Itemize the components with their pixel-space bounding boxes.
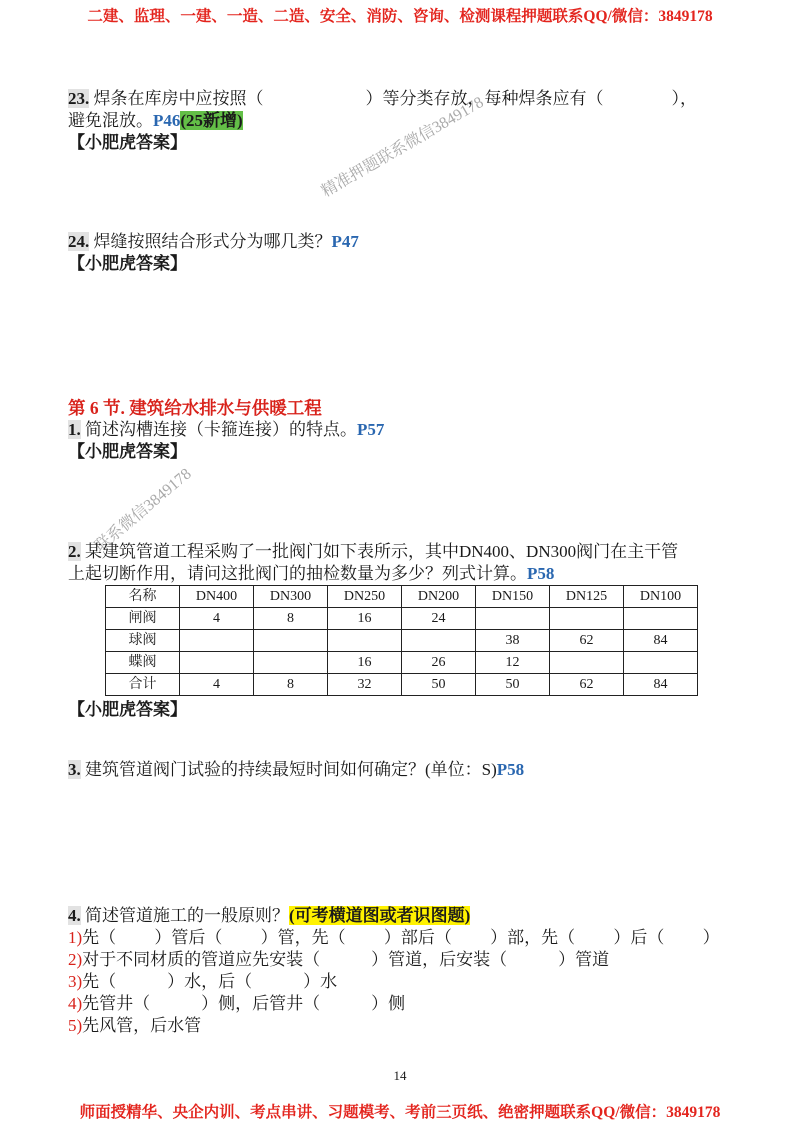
question-text: 简述沟槽连接（卡箍连接）的特点。 bbox=[80, 420, 357, 439]
item-number: 1) bbox=[68, 928, 83, 947]
table-cell: 62 bbox=[550, 630, 624, 652]
page-number: 14 bbox=[393, 1068, 407, 1083]
table-cell bbox=[180, 652, 254, 674]
item-number: 3) bbox=[68, 972, 83, 991]
table-header-cell: DN125 bbox=[550, 586, 624, 608]
question-s6-1 bbox=[68, 419, 384, 441]
question-24 bbox=[68, 231, 359, 253]
page-reference: P58 bbox=[527, 564, 555, 583]
table-cell bbox=[550, 608, 624, 630]
table-cell: 8 bbox=[254, 674, 328, 696]
table-row-label: 闸阀 bbox=[106, 608, 180, 630]
table-cell: 16 bbox=[328, 608, 402, 630]
question-text: 焊条在库房中应按照（ ）等分类存放，每种焊条应有（ ）， bbox=[89, 89, 697, 108]
question-23-line-1 bbox=[68, 88, 697, 110]
table-cell bbox=[328, 630, 402, 652]
question-number: 23. bbox=[68, 89, 90, 108]
table-header-row bbox=[106, 586, 698, 608]
item-text: 先（ ）管后（ ）管，先（ ）部后（ ）部，先（ ）后（ ） bbox=[82, 928, 720, 947]
question-number: 3. bbox=[68, 760, 81, 779]
table-cell: 50 bbox=[476, 674, 550, 696]
table-header-cell: DN100 bbox=[624, 586, 698, 608]
question-s6-4 bbox=[68, 905, 470, 927]
table-header-cell: DN300 bbox=[254, 586, 328, 608]
table-header-cell: 名称 bbox=[106, 586, 180, 608]
table-cell bbox=[180, 630, 254, 652]
table-row bbox=[106, 608, 698, 630]
item-text: 对于不同材质的管道应先安装（ ）管道，后安装（ ）管道 bbox=[82, 950, 610, 969]
item-text: 先管井（ ）侧，后管井（ ）侧 bbox=[82, 994, 406, 1013]
question-23-line-2 bbox=[68, 110, 243, 132]
highlight-note: (可考横道图或者识图题) bbox=[289, 906, 471, 925]
watermark-lower: 联系微信3849178 bbox=[91, 465, 195, 556]
principle-item-3 bbox=[68, 971, 337, 993]
watermark-upper: 精准押题联系微信3849178 bbox=[318, 93, 487, 201]
page-reference: P57 bbox=[357, 420, 385, 439]
header-banner: 二建、监理、一建、一造、二造、安全、消防、咨询、检测课程押题联系QQ/微信：3849178 bbox=[87, 8, 713, 25]
item-text: 先（ ）水，后（ ）水 bbox=[82, 972, 338, 991]
table-row-label: 蝶阀 bbox=[106, 652, 180, 674]
table-cell: 32 bbox=[328, 674, 402, 696]
principle-item-5 bbox=[68, 1015, 201, 1037]
table-cell: 38 bbox=[476, 630, 550, 652]
table-row-label: 球阀 bbox=[106, 630, 180, 652]
question-text: 焊缝按照结合形式分为哪几类？ bbox=[89, 232, 332, 251]
table-row bbox=[106, 674, 698, 696]
item-number: 4) bbox=[68, 994, 83, 1013]
question-s6-2-line-2 bbox=[68, 563, 554, 585]
table-cell: 84 bbox=[624, 630, 698, 652]
principle-item-4 bbox=[68, 993, 405, 1015]
question-text: 某建筑管道工程采购了一批阀门如下表所示，其中DN400、DN300阀门在主干管 bbox=[80, 542, 679, 561]
question-text: 上起切断作用，请问这批阀门的抽检数量为多少？列式计算。 bbox=[68, 564, 527, 583]
table-cell bbox=[624, 608, 698, 630]
table-header-cell: DN400 bbox=[180, 586, 254, 608]
question-text: 建筑管道阀门试验的持续最短时间如何确定？(单位：S) bbox=[80, 760, 497, 779]
table-cell: 50 bbox=[402, 674, 476, 696]
principle-item-1 bbox=[68, 927, 720, 949]
footer-banner: 师面授精华、央企内训、考点串讲、习题模考、考前三页纸、绝密押题联系QQ/微信：3849178 bbox=[79, 1104, 721, 1121]
question-number: 2. bbox=[68, 542, 81, 561]
answer-label: 【小肥虎答案】 bbox=[68, 254, 187, 273]
question-text: 简述管道施工的一般原则？ bbox=[80, 906, 289, 925]
table-cell: 26 bbox=[402, 652, 476, 674]
table-header-cell: DN200 bbox=[402, 586, 476, 608]
table-header-cell: DN150 bbox=[476, 586, 550, 608]
item-number: 5) bbox=[68, 1016, 83, 1035]
table-cell: 24 bbox=[402, 608, 476, 630]
valve-table bbox=[105, 585, 698, 696]
table-row-label: 合计 bbox=[106, 674, 180, 696]
question-s6-2-line-1 bbox=[68, 541, 678, 563]
section-heading: 第 6 节. 建筑给水排水与供暖工程 bbox=[68, 398, 322, 418]
page-reference: P58 bbox=[496, 760, 525, 779]
table-cell bbox=[476, 608, 550, 630]
item-text: 先风管，后水管 bbox=[82, 1016, 202, 1035]
table-cell: 4 bbox=[180, 674, 254, 696]
table-cell: 8 bbox=[254, 608, 328, 630]
table-cell: 62 bbox=[550, 674, 624, 696]
table-cell bbox=[550, 652, 624, 674]
answer-label: 【小肥虎答案】 bbox=[68, 133, 187, 152]
question-number: 1. bbox=[68, 420, 81, 439]
page-reference: P46 bbox=[153, 111, 181, 130]
item-number: 2) bbox=[68, 950, 83, 969]
new-tag: (25新增) bbox=[180, 111, 243, 130]
principle-item-2 bbox=[68, 949, 609, 971]
page-reference: P47 bbox=[331, 232, 359, 251]
answer-label: 【小肥虎答案】 bbox=[68, 442, 187, 461]
table-cell: 4 bbox=[180, 608, 254, 630]
table-cell: 84 bbox=[624, 674, 698, 696]
answer-label: 【小肥虎答案】 bbox=[68, 700, 187, 719]
table-row bbox=[106, 630, 698, 652]
table-cell bbox=[254, 630, 328, 652]
table-cell: 12 bbox=[476, 652, 550, 674]
question-text: 避免混放。 bbox=[68, 111, 153, 130]
table-cell bbox=[254, 652, 328, 674]
table-header-cell: DN250 bbox=[328, 586, 402, 608]
table-cell bbox=[624, 652, 698, 674]
question-number: 24. bbox=[68, 232, 90, 251]
table-cell bbox=[402, 630, 476, 652]
question-s6-3 bbox=[68, 759, 524, 781]
question-number: 4. bbox=[68, 906, 81, 925]
table-cell: 16 bbox=[328, 652, 402, 674]
table-row bbox=[106, 652, 698, 674]
